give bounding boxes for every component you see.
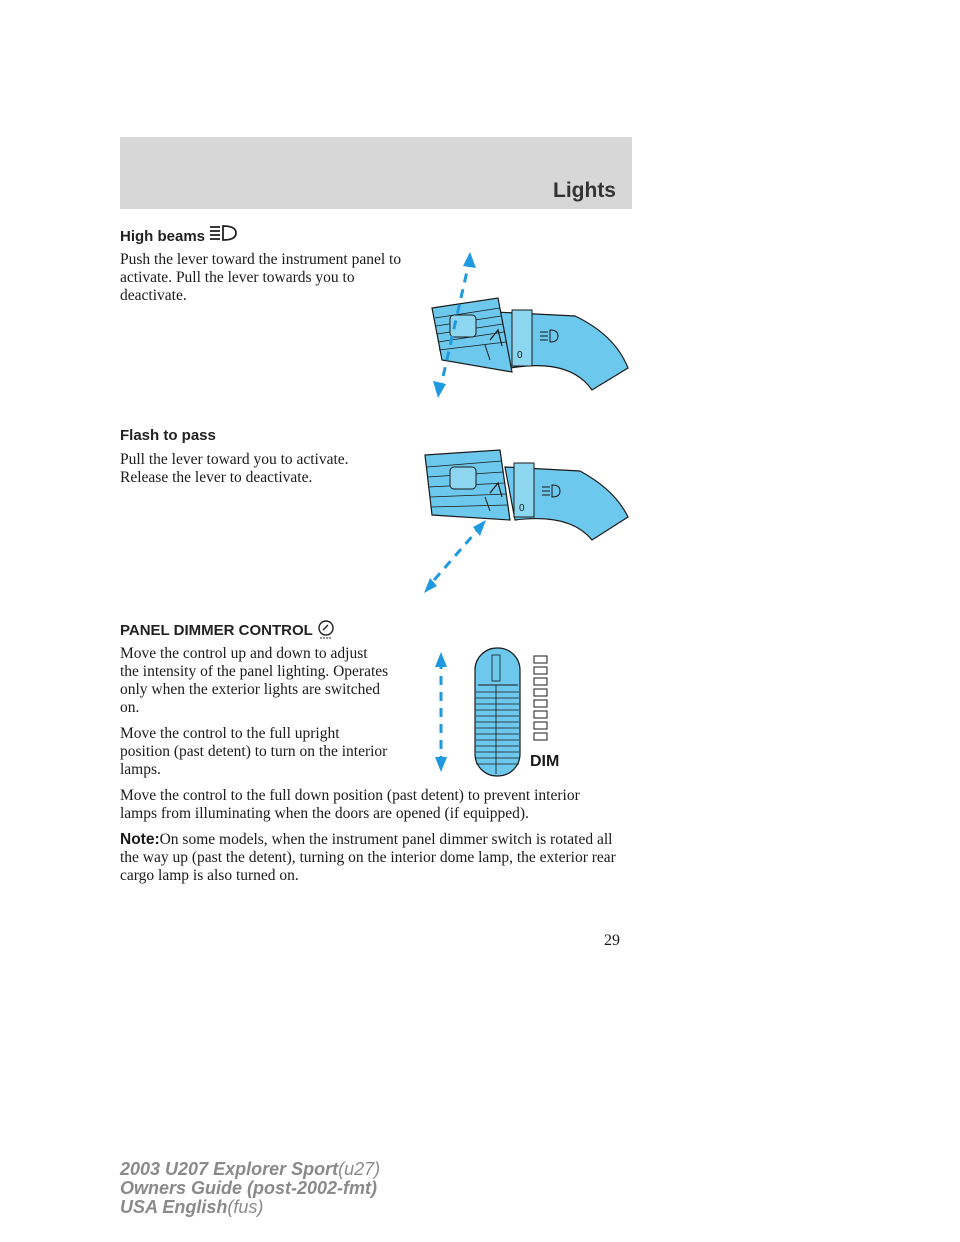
high-beams-heading xyxy=(120,223,240,245)
high-beams-heading-text: High beams xyxy=(120,228,206,245)
panel-dimmer-illustration xyxy=(430,640,570,785)
svg-text:0: 0 xyxy=(519,503,525,514)
panel-dimmer-heading xyxy=(120,619,336,639)
footer-line-1 xyxy=(120,1160,380,1179)
panel-dimmer-note xyxy=(120,831,620,885)
panel-dimmer-icon xyxy=(316,619,336,639)
footer-guide: Owners Guide (post-2002-fmt) xyxy=(120,1178,378,1198)
footer-model: 2003 U207 Explorer Sport xyxy=(120,1159,339,1179)
document-footer xyxy=(120,1160,380,1217)
flash-to-pass-heading-text: Flash to pass xyxy=(120,427,216,444)
panel-dimmer-para-2: Move the control to the full upright position (past detent) to turn on the interior lamps. xyxy=(120,725,388,778)
panel-dimmer-para-3: Move the control to the full down position (past detent) to prevent interior lamps from illuminating when the doors are opened (if equipped). xyxy=(120,787,580,822)
footer-model-code: (u27) xyxy=(338,1159,381,1179)
footer-line-2 xyxy=(120,1179,380,1198)
note-text: On some models, when the instrument panel dimmer switch is rotated all the way up (past the detent), turning on the interior dome lamp, the exterior rear cargo lamp is also turned on. xyxy=(120,831,616,884)
svg-text:0: 0 xyxy=(517,350,523,361)
flash-to-pass-text: Pull the lever toward you to activate. Release the lever to deactivate. xyxy=(120,451,349,486)
high-beam-icon xyxy=(208,223,240,245)
flash-to-pass-heading xyxy=(120,427,216,444)
footer-line-3 xyxy=(120,1198,380,1217)
panel-dimmer-para-1: Move the control up and down to adjust the intensity of the panel lighting. Operates only when the exterior lights are switched on. xyxy=(120,645,389,716)
flash-to-pass-lever-illustration xyxy=(410,445,635,600)
dim-label: DIM xyxy=(530,753,560,770)
footer-language: USA English xyxy=(120,1197,228,1217)
section-title: Lights xyxy=(553,179,616,202)
high-beam-lever-illustration xyxy=(410,250,635,405)
high-beams-text: Push the lever toward the instrument panel to activate. Pull the lever towards you to deactivate. xyxy=(120,251,402,304)
section-header-band xyxy=(120,137,632,209)
footer-language-code: (fus) xyxy=(227,1197,264,1217)
page-number: 29 xyxy=(604,932,620,949)
panel-dimmer-heading-text: PANEL DIMMER CONTROL xyxy=(120,622,313,639)
note-label: Note: xyxy=(120,831,160,848)
